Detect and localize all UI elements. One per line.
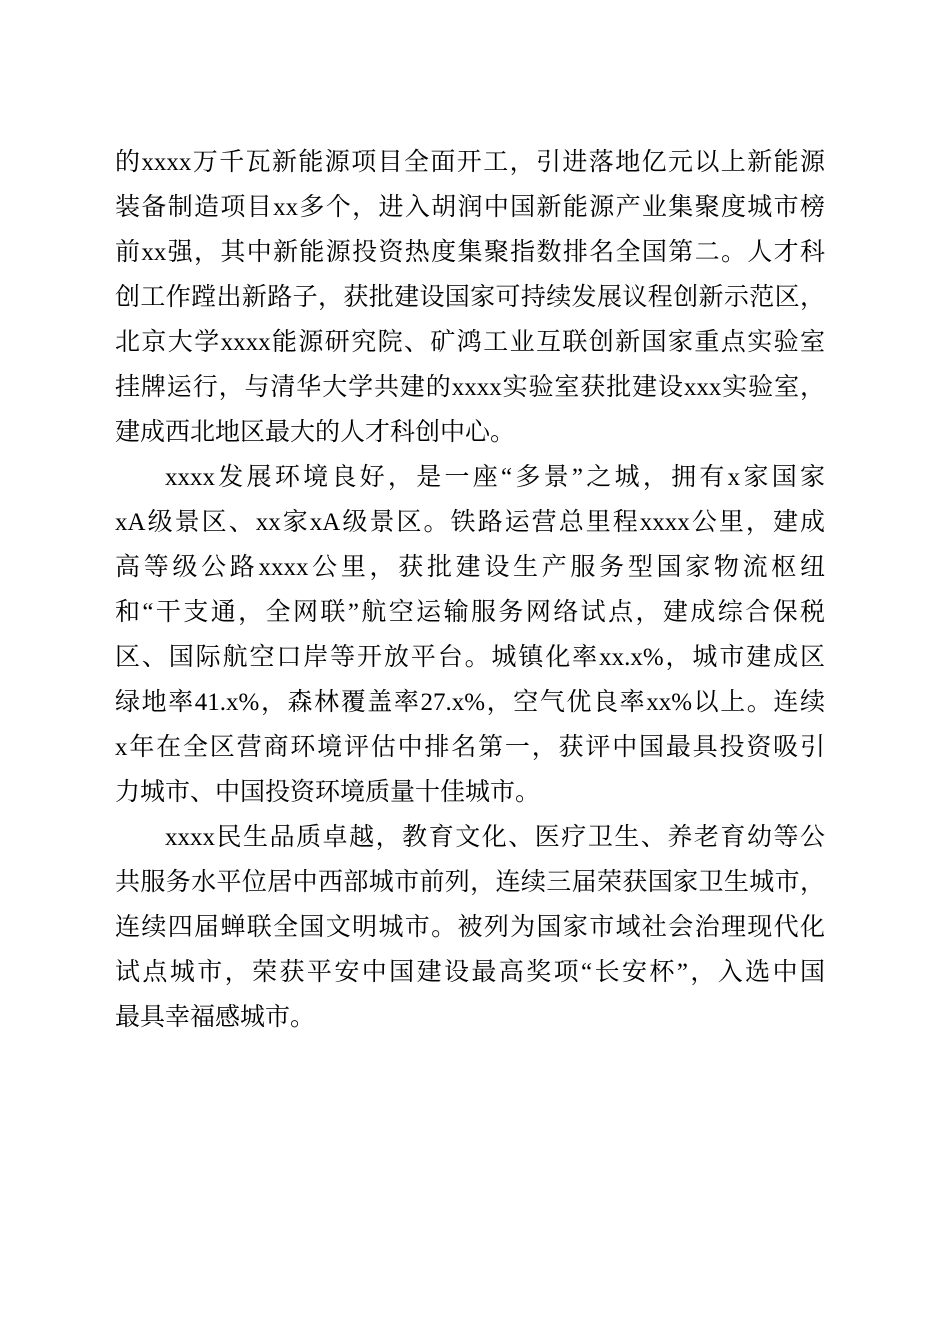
text-line: 最具幸福感城市。: [115, 1004, 316, 1031]
paragraph: [115, 815, 825, 1040]
text-line: 挂牌运行，与清华大学共建的xxxx实验室获批建设xxx实验室，: [115, 374, 825, 401]
text-line: 北京大学xxxx能源研究院、矿鸿工业互联创新国家重点实验室: [115, 329, 825, 356]
text-line: xA级景区、xx家xA级景区。铁路运营总里程xxxx公里，建成: [115, 509, 825, 536]
document-body: [115, 140, 825, 1040]
text-line: 区、国际航空口岸等开放平台。城镇化率xx.x%，城市建成区: [115, 644, 825, 671]
text-line: 前xx强，其中新能源投资热度集聚指数排名全国第二。人才科: [115, 239, 825, 266]
text-line: 力城市、中国投资环境质量十佳城市。: [115, 779, 541, 806]
text-line: 绿地率41.x%，森林覆盖率27.x%，空气优良率xx%以上。连续: [115, 689, 825, 716]
paragraph: [115, 140, 825, 455]
text-line: 装备制造项目xx多个，进入胡润中国新能源产业集聚度城市榜: [115, 194, 825, 221]
text-line: 的xxxx万千瓦新能源项目全面开工，引进落地亿元以上新能源: [115, 149, 825, 176]
text-line: 共服务水平位居中西部城市前列，连续三届荣获国家卫生城市，: [115, 869, 825, 896]
text-line: xxxx发展环境良好，是一座“多景”之城，拥有x家国家: [165, 464, 825, 491]
text-line: 高等级公路xxxx公里，获批建设生产服务型国家物流枢纽: [115, 554, 825, 581]
text-line: 和“干支通，全网联”航空运输服务网络试点，建成综合保税: [115, 599, 825, 626]
text-line: 创工作蹚出新路子，获批建设国家可持续发展议程创新示范区，: [115, 284, 825, 311]
text-line: 连续四届蝉联全国文明城市。被列为国家市域社会治理现代化: [115, 914, 825, 941]
text-line: xxxx民生品质卓越，教育文化、医疗卫生、养老育幼等公: [165, 824, 825, 851]
paragraph: [115, 455, 825, 815]
text-line: x年在全区营商环境评估中排名第一，获评中国最具投资吸引: [115, 734, 825, 761]
text-line: 试点城市，荣获平安中国建设最高奖项“长安杯”，入选中国: [115, 959, 825, 986]
text-line: 建成西北地区最大的人才科创中心。: [115, 419, 516, 446]
